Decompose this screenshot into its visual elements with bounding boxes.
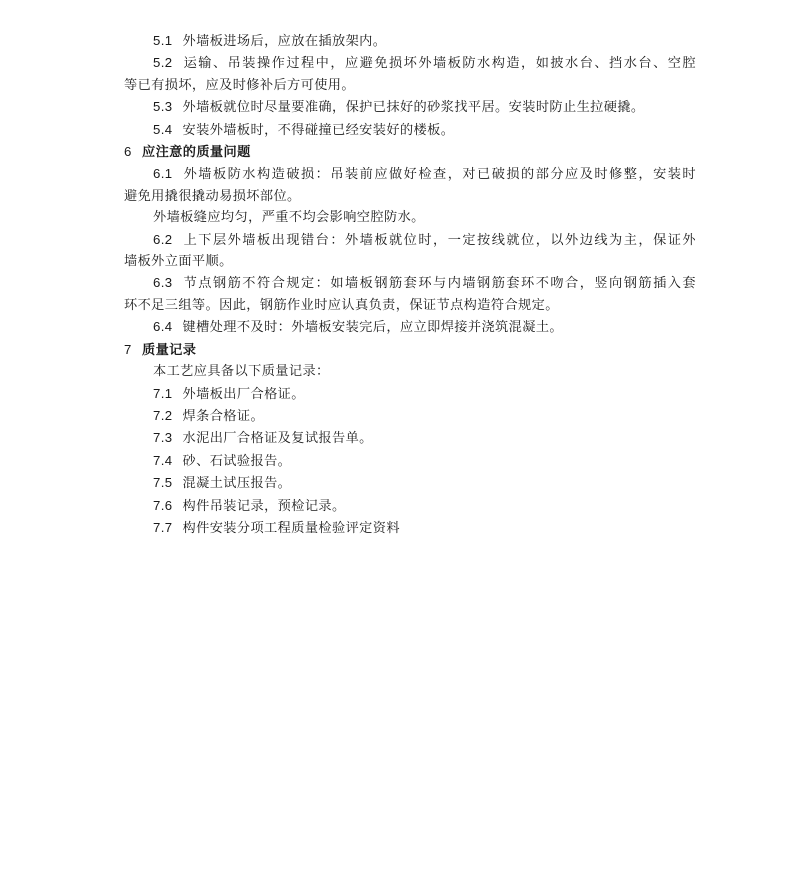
clause-text: 外墙板就位时尽量要准确，保护已抹好的砂浆找平居。安装时防止生拉硬撬。 — [182, 100, 645, 116]
record-item-7-3 — [124, 427, 696, 449]
section-heading-7 — [124, 339, 696, 361]
record-item-7-6 — [124, 495, 696, 517]
record-item-7-2 — [124, 405, 696, 427]
clause-text: 水泥出厂合格证及复试报告单。 — [182, 431, 373, 447]
clause-text: 上下层外墙板出现错台：外墙板就位时，一定按线就位，以外边线为主，保证外 — [182, 232, 696, 248]
clause-6-1 — [124, 163, 696, 185]
clause-6-3-continuation: 环不足三组等。因此，钢筋作业时应认真负责，保证节点构造符合规定。 — [124, 297, 559, 313]
record-item-7-5 — [124, 472, 696, 494]
clause-number: 7.3 — [153, 430, 173, 446]
clause-number: 5.4 — [153, 121, 173, 137]
section-number: 6 — [124, 144, 132, 160]
clause-number: 7.4 — [153, 452, 173, 468]
clause-number: 5.2 — [153, 55, 173, 71]
clause-text: 焊条合格证。 — [182, 408, 265, 424]
clause-number: 7.1 — [153, 385, 173, 401]
clause-text: 外墙板防水构造破损：吊装前应做好检查，对已破损的部分应及时修整，安装时 — [182, 167, 696, 183]
clause-5-4 — [124, 119, 696, 141]
clause-5-1 — [124, 30, 696, 52]
clause-text: 外墙板出厂合格证。 — [182, 386, 305, 402]
document-body — [124, 30, 696, 539]
clause-text: 外墙板进场后，应放在插放架内。 — [182, 34, 387, 49]
record-item-7-7 — [124, 517, 696, 539]
clause-text: 构件吊装记录，预检记录。 — [182, 498, 346, 514]
clause-number: 7.5 — [153, 475, 173, 491]
clause-text: 混凝土试压报告。 — [182, 476, 292, 492]
clause-number: 7.7 — [153, 519, 173, 535]
clause-5-2 — [124, 52, 696, 74]
clause-5-3 — [124, 96, 696, 118]
clause-6-2 — [124, 229, 696, 251]
clause-6-4 — [124, 316, 696, 338]
record-item-7-1 — [124, 383, 696, 405]
clause-text: 安装外墙板时，不得碰撞已经安装好的楼板。 — [182, 122, 455, 138]
record-item-7-4 — [124, 450, 696, 472]
clause-5-2-continuation: 等已有损坏，应及时修补后方可使用。 — [124, 77, 355, 93]
clause-6-1-continuation: 避免用撬很撬动易损坏部位。 — [124, 188, 301, 204]
section-title: 应注意的质量问题 — [142, 145, 251, 161]
clause-text: 构件安装分项工程质量检验评定资料 — [182, 520, 400, 536]
clause-number: 5.3 — [153, 99, 173, 115]
clause-text: 砂、石试验报告。 — [182, 453, 292, 469]
clause-number: 5.1 — [153, 33, 173, 48]
section-number: 7 — [124, 341, 132, 357]
clause-text: 节点钢筋不符合规定：如墙板钢筋套环与内墙钢筋套环不吻合，竖向钢筋插入套 — [182, 276, 696, 292]
clause-number: 6.4 — [153, 319, 173, 335]
clause-6-3 — [124, 272, 696, 294]
clause-number: 7.2 — [153, 407, 173, 423]
section-heading-6 — [124, 141, 696, 163]
paragraph-joint: 外墙板缝应均匀，严重不均会影响空腔防水。 — [153, 210, 425, 226]
clause-number: 6.1 — [153, 166, 173, 182]
clause-number: 6.3 — [153, 275, 173, 291]
clause-6-2-continuation: 墙板外立面平顺。 — [124, 254, 233, 270]
clause-number: 7.6 — [153, 497, 173, 513]
clause-text: 运输、吊装操作过程中，应避免损坏外墙板防水构造，如披水台、挡水台、空腔 — [182, 56, 696, 72]
section-title: 质量记录 — [142, 342, 197, 358]
paragraph-records-intro: 本工艺应具备以下质量记录： — [153, 364, 330, 380]
clause-text: 键槽处理不及时：外墙板安装完后，应立即焊接并浇筑混凝土。 — [182, 320, 563, 336]
clause-number: 6.2 — [153, 231, 173, 247]
